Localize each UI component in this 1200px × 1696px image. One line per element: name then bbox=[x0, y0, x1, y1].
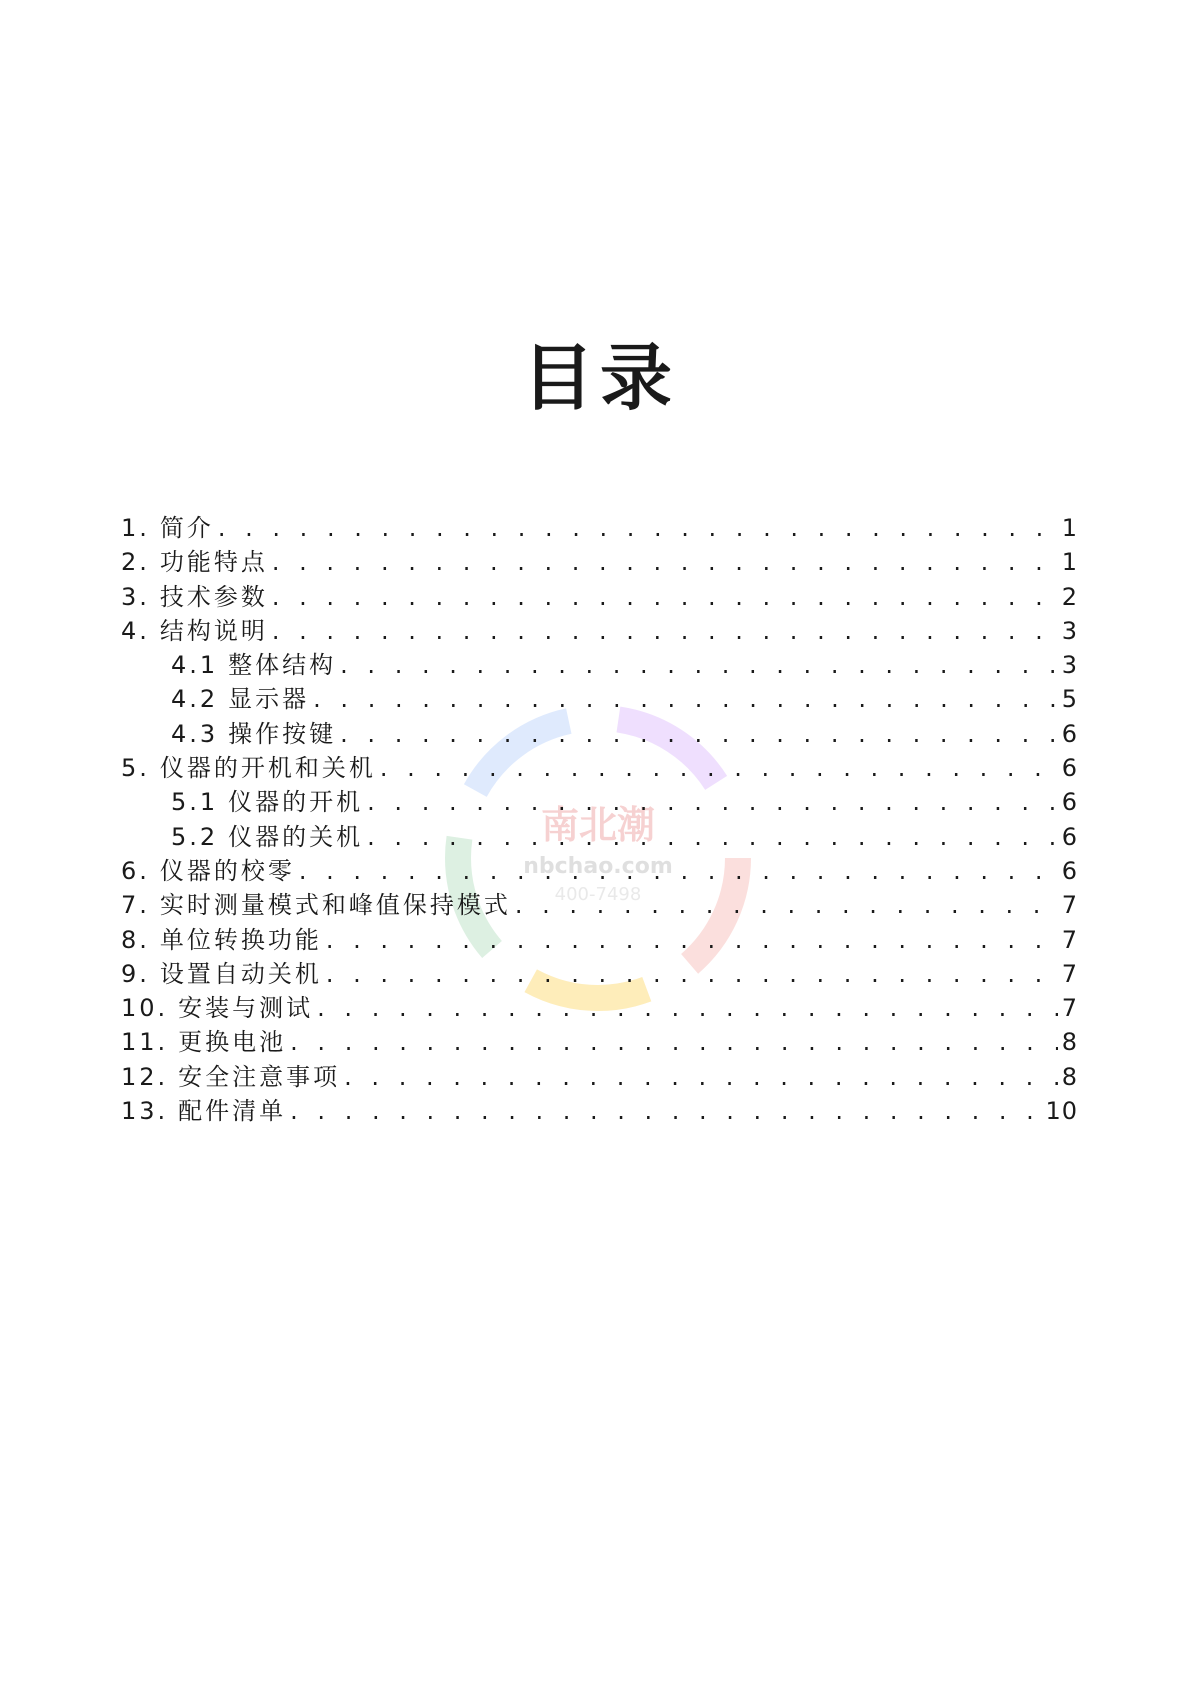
toc-entry[interactable] bbox=[121, 577, 1078, 611]
toc-entry-label: 显示器 bbox=[228, 685, 310, 714]
toc-entry-label: 仪器的开机和关机 bbox=[159, 754, 376, 783]
toc-entry-number: 3. bbox=[121, 582, 150, 611]
toc-dot-leader bbox=[317, 994, 1058, 1022]
toc-entry[interactable] bbox=[121, 748, 1078, 782]
toc-entry-number: 4.3 bbox=[171, 719, 219, 748]
toc-entry-number: 6. bbox=[121, 856, 150, 885]
table-of-contents bbox=[121, 508, 1078, 1125]
toc-entry-label: 单位转换功能 bbox=[159, 925, 322, 954]
toc-entry[interactable] bbox=[121, 954, 1078, 988]
toc-entry[interactable] bbox=[121, 920, 1078, 954]
toc-entry-page-number: 7 bbox=[1061, 959, 1078, 988]
toc-entry-page-number: 10 bbox=[1045, 1097, 1078, 1126]
toc-entry-number: 4. bbox=[121, 616, 150, 645]
toc-entry-label: 更换电池 bbox=[178, 1028, 287, 1057]
toc-dot-leader bbox=[344, 1063, 1058, 1091]
toc-dot-leader bbox=[326, 960, 1058, 988]
toc-entry-number: 4.1 bbox=[171, 651, 219, 680]
toc-entry-label: 功能特点 bbox=[159, 548, 268, 577]
toc-entry[interactable] bbox=[121, 1091, 1078, 1125]
toc-entry-label: 实时测量模式和峰值保持模式 bbox=[159, 891, 511, 920]
toc-entry-page-number: 1 bbox=[1061, 548, 1078, 577]
toc-dot-leader bbox=[299, 857, 1058, 885]
toc-entry[interactable] bbox=[121, 611, 1078, 645]
toc-entry-page-number: 7 bbox=[1061, 891, 1078, 920]
toc-entry-page-number: 3 bbox=[1061, 616, 1078, 645]
watermark-phone: 400-7498 bbox=[554, 884, 642, 905]
toc-entry-number: 8. bbox=[121, 925, 150, 954]
toc-entry-label: 仪器的开机 bbox=[228, 788, 364, 817]
toc-dot-leader bbox=[380, 754, 1058, 782]
toc-entry[interactable] bbox=[121, 817, 1078, 851]
toc-entry-number: 2. bbox=[121, 548, 150, 577]
toc-entry[interactable] bbox=[121, 988, 1078, 1022]
toc-entry-page-number: 3 bbox=[1061, 651, 1078, 680]
toc-entry-page-number: 7 bbox=[1061, 994, 1078, 1023]
toc-entry-page-number: 8 bbox=[1061, 1062, 1078, 1091]
toc-dot-leader bbox=[290, 1028, 1058, 1056]
toc-dot-leader bbox=[515, 891, 1058, 919]
toc-entry-label: 配件清单 bbox=[178, 1097, 287, 1126]
toc-dot-leader bbox=[340, 651, 1058, 679]
toc-entry-label: 仪器的校零 bbox=[159, 856, 295, 885]
toc-dot-leader bbox=[272, 583, 1058, 611]
toc-dot-leader bbox=[367, 823, 1058, 851]
toc-entry-label: 仪器的关机 bbox=[228, 822, 364, 851]
toc-entry[interactable] bbox=[121, 645, 1078, 679]
toc-entry-number: 5. bbox=[121, 754, 150, 783]
toc-entry-label: 结构说明 bbox=[159, 616, 268, 645]
toc-dot-leader bbox=[326, 926, 1058, 954]
toc-entry-page-number: 6 bbox=[1061, 719, 1078, 748]
toc-entry-label: 安装与测试 bbox=[178, 994, 314, 1023]
watermark-url: nbchao.com bbox=[523, 854, 673, 879]
toc-dot-leader bbox=[272, 617, 1058, 645]
toc-entry-page-number: 6 bbox=[1061, 754, 1078, 783]
toc-entry-page-number: 6 bbox=[1061, 788, 1078, 817]
toc-entry-label: 设置自动关机 bbox=[159, 959, 322, 988]
toc-dot-leader bbox=[272, 548, 1058, 576]
toc-entry-number: 10. bbox=[121, 994, 169, 1023]
toc-dot-leader bbox=[313, 685, 1058, 713]
toc-entry[interactable] bbox=[121, 1022, 1078, 1056]
toc-entry-number: 7. bbox=[121, 891, 150, 920]
toc-entry-page-number: 6 bbox=[1061, 822, 1078, 851]
toc-entry[interactable] bbox=[121, 851, 1078, 885]
toc-entry-page-number: 8 bbox=[1061, 1028, 1078, 1057]
toc-entry-number: 12. bbox=[121, 1062, 169, 1091]
watermark-cn: 南北潮 bbox=[540, 803, 656, 847]
toc-dot-leader bbox=[218, 514, 1058, 542]
toc-entry-number: 13. bbox=[121, 1097, 169, 1126]
toc-entry-page-number: 5 bbox=[1061, 685, 1078, 714]
toc-entry-page-number: 7 bbox=[1061, 925, 1078, 954]
toc-entry[interactable] bbox=[121, 885, 1078, 919]
toc-entry[interactable] bbox=[121, 542, 1078, 576]
toc-entry-label: 技术参数 bbox=[159, 582, 268, 611]
toc-entry-number: 1. bbox=[121, 514, 150, 542]
toc-entry-number: 11. bbox=[121, 1028, 169, 1057]
toc-entry-label: 操作按键 bbox=[228, 719, 337, 748]
toc-entry-label: 安全注意事项 bbox=[178, 1062, 341, 1091]
toc-entry[interactable] bbox=[121, 714, 1078, 748]
toc-entry-label: 简介 bbox=[159, 514, 214, 542]
toc-entry[interactable] bbox=[121, 679, 1078, 713]
page-title: 目录 bbox=[521, 336, 678, 420]
toc-entry-number: 5.1 bbox=[171, 788, 219, 817]
toc-entry-number: 9. bbox=[121, 959, 150, 988]
toc-entry[interactable] bbox=[121, 508, 1078, 542]
toc-entry-number: 4.2 bbox=[171, 685, 219, 714]
toc-entry-page-number: 6 bbox=[1061, 856, 1078, 885]
toc-entry-number: 5.2 bbox=[171, 822, 219, 851]
toc-dot-leader bbox=[340, 720, 1058, 748]
toc-entry-page-number: 1 bbox=[1061, 514, 1078, 542]
toc-dot-leader bbox=[367, 788, 1058, 816]
toc-entry[interactable] bbox=[121, 1057, 1078, 1091]
toc-entry[interactable] bbox=[121, 782, 1078, 816]
toc-entry-label: 整体结构 bbox=[228, 651, 337, 680]
toc-dot-leader bbox=[290, 1097, 1041, 1125]
toc-entry-page-number: 2 bbox=[1061, 582, 1078, 611]
